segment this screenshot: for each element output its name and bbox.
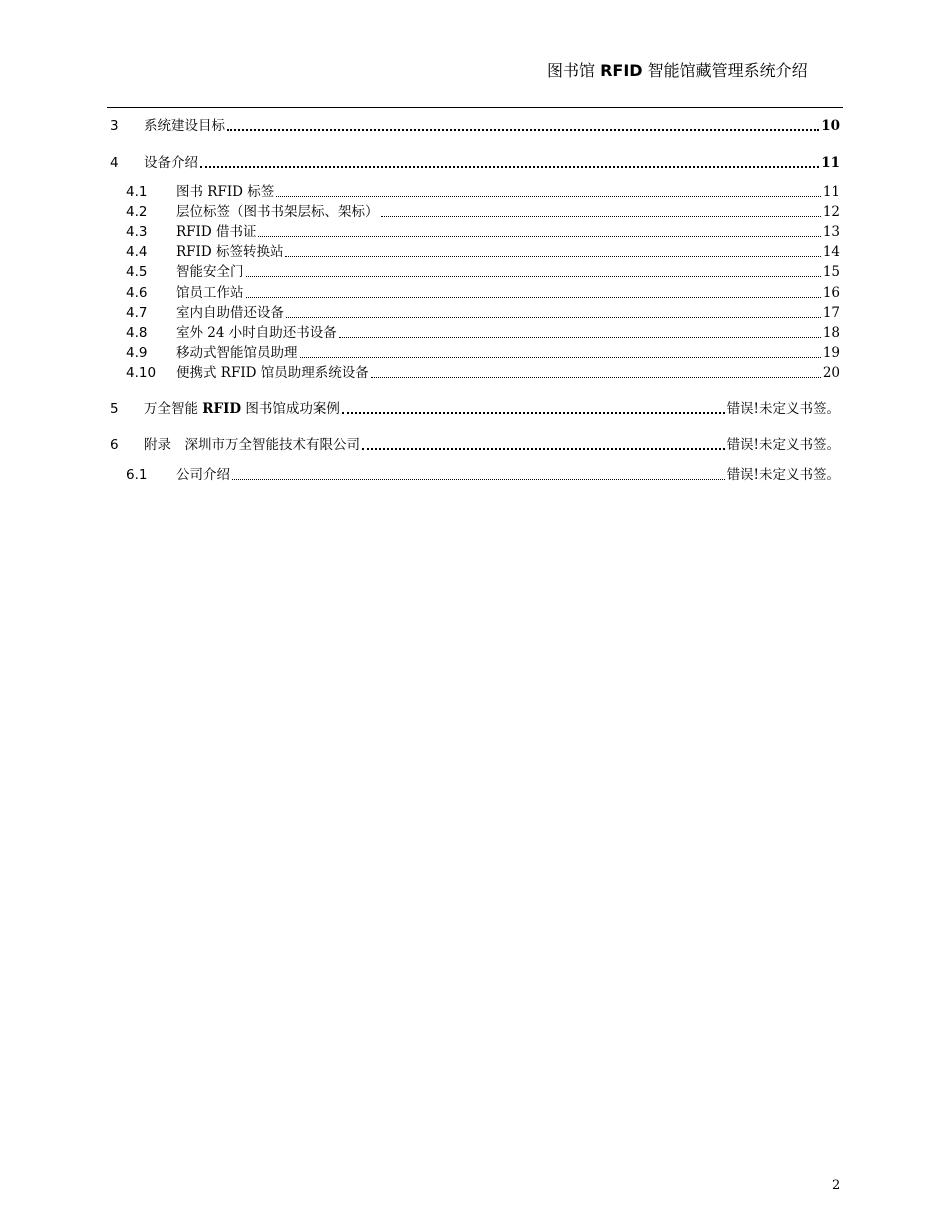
toc-title-part: 万全智能: [144, 401, 203, 417]
toc-leader: [300, 357, 821, 358]
header-prefix: 图书馆: [547, 61, 601, 80]
toc-number: 4.1: [126, 184, 148, 200]
toc-page: 12: [822, 204, 840, 220]
toc-title: 图书 RFID 标签: [176, 184, 275, 200]
toc-title: 馆员工作站: [176, 285, 244, 301]
toc-title-part: 图书馆成功案例: [241, 401, 340, 417]
toc-entry-4-8[interactable]: [126, 324, 840, 342]
page-header: [547, 58, 808, 81]
toc-page: 错误!未定义书签。: [726, 437, 840, 453]
toc-leader: [286, 317, 821, 318]
toc-page: 16: [822, 285, 840, 301]
toc-entry-6-1[interactable]: [126, 466, 840, 484]
toc-leader: [227, 129, 819, 131]
toc-leader: [258, 236, 820, 237]
toc-leader: [381, 216, 821, 217]
toc-entry-4-9[interactable]: [126, 344, 840, 362]
toc-entry-4-4[interactable]: [126, 243, 840, 261]
toc-leader: [342, 412, 725, 414]
toc-leader: [232, 479, 725, 480]
toc-leader: [200, 166, 819, 168]
toc-leader: [339, 337, 821, 338]
toc-leader: [285, 256, 820, 257]
toc-number: 5: [110, 401, 119, 417]
toc-title: 移动式智能馆员助理: [176, 345, 298, 361]
toc-title: 系统建设目标: [144, 118, 225, 134]
toc-page: 19: [822, 345, 840, 361]
toc-number: 4.2: [126, 204, 148, 220]
header-suffix: 智能馆藏管理系统介绍: [642, 61, 808, 80]
toc-entry-4-1[interactable]: [126, 183, 840, 201]
toc-number: 4.3: [126, 224, 148, 240]
toc-page: 13: [822, 224, 840, 240]
toc-title: 设备介绍: [144, 155, 198, 171]
toc-title-bold: RFID: [202, 401, 242, 417]
toc-leader: [246, 276, 821, 277]
toc-number: 6: [110, 437, 119, 453]
toc-title: 便携式 RFID 馆员助理系统设备: [176, 365, 369, 381]
toc-page: 17: [822, 305, 840, 321]
toc-number: 4.10: [126, 365, 157, 381]
toc-title: [144, 400, 340, 418]
toc-entry-4-3[interactable]: [126, 223, 840, 241]
toc-title: RFID 借书证: [176, 224, 257, 240]
toc-title: 室外 24 小时自助还书设备: [176, 325, 337, 341]
toc-title: 附录 深圳市万全智能技术有限公司: [144, 437, 360, 453]
toc-number: 4.8: [126, 325, 148, 341]
toc-page: 20: [822, 365, 840, 381]
toc-entry-4-5[interactable]: [126, 263, 840, 281]
toc-number: 3: [110, 118, 119, 134]
toc-page: 14: [822, 244, 840, 260]
toc-number: 4.6: [126, 285, 148, 301]
toc-title: 公司介绍: [176, 467, 230, 483]
toc-number: 4.5: [126, 264, 148, 280]
toc-page: 错误!未定义书签。: [726, 467, 840, 483]
toc-entry-4[interactable]: [110, 154, 840, 172]
header-rule: [107, 107, 843, 108]
header-bold: RFID: [600, 61, 643, 80]
toc-number: 4.4: [126, 244, 148, 260]
toc-entry-4-10[interactable]: [126, 364, 840, 382]
toc-entry-4-2[interactable]: [126, 203, 840, 221]
toc-title: RFID 标签转换站: [176, 244, 284, 260]
toc-page: 11: [821, 155, 840, 171]
toc-page: 15: [822, 264, 840, 280]
toc-entry-3[interactable]: [110, 117, 840, 135]
toc-leader: [362, 448, 725, 450]
toc-number: 6.1: [126, 467, 148, 483]
toc-leader: [276, 196, 821, 197]
toc-entry-5[interactable]: [110, 400, 840, 418]
toc-title: 智能安全门: [176, 264, 244, 280]
toc-entry-4-7[interactable]: [126, 304, 840, 322]
toc-leader: [246, 297, 821, 298]
toc-page: 错误!未定义书签。: [726, 401, 840, 417]
toc-title: 层位标签（图书书架层标、架标）: [176, 204, 379, 220]
toc-leader: [371, 377, 821, 378]
toc-page: 11: [822, 184, 840, 200]
toc-number: 4: [110, 155, 119, 171]
toc-title: 室内自助借还设备: [176, 305, 284, 321]
toc-number: 4.9: [126, 345, 148, 361]
toc-entry-4-6[interactable]: [126, 284, 840, 302]
toc-page: 18: [822, 325, 840, 341]
toc-entry-6[interactable]: [110, 436, 840, 454]
page-number: 2: [832, 1178, 841, 1193]
toc-number: 4.7: [126, 305, 148, 321]
toc-page: 10: [821, 118, 840, 134]
